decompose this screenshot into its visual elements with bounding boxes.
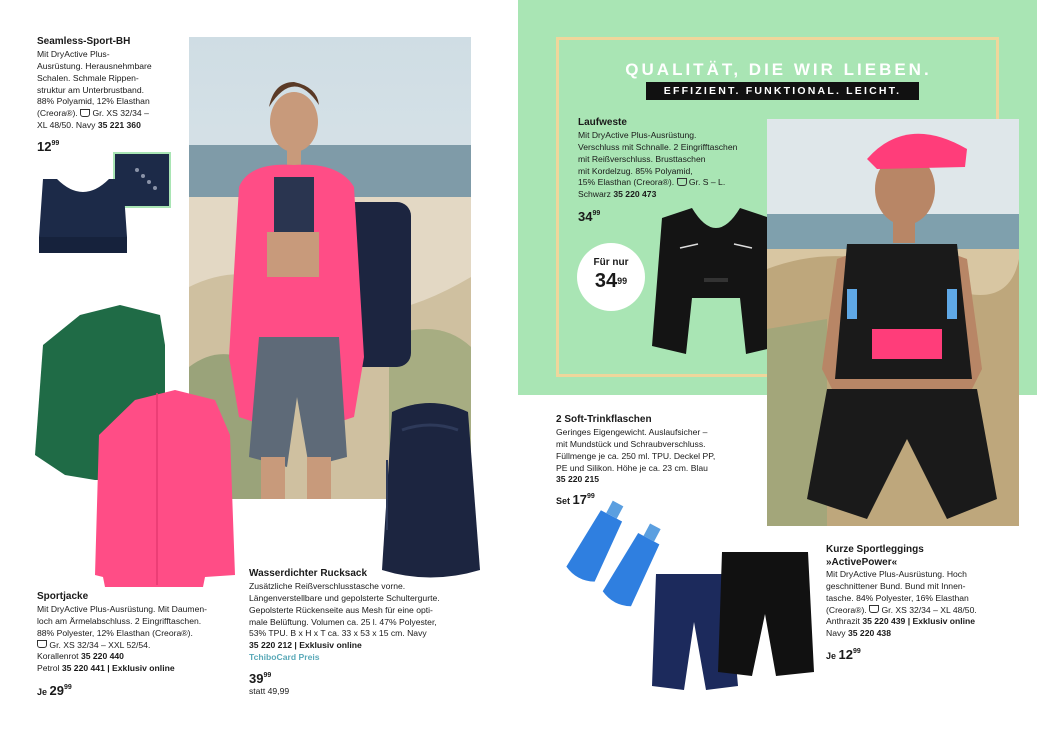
washing-icon bbox=[80, 109, 90, 117]
flaschen-description: Geringes Eigengewicht. Auslaufsicher – mit Mundstück und Schraubverschluss. Füllmenge je ca. 250 ml. TPU. Deckel PP, PE und Silikon. Höhe je ca. 23 cm. Blau 35 220 215 bbox=[556, 427, 716, 485]
bh-description: Mit DryActive Plus- Ausrüstung. Herausnehmbare Schalen. Schmale Rippen- struktur am Unterbrustband. 88% Polyamid, 12% Elasthan (Creora®). Gr. XS 32/34 – XL 48/50. Navy 35 221 360 bbox=[37, 49, 152, 131]
washing-icon bbox=[869, 605, 879, 613]
jacke-price: Je $29^{99}$ bbox=[37, 683, 72, 698]
weste-product-image bbox=[650, 208, 782, 356]
bh-price: $12^{99}$ bbox=[37, 139, 60, 154]
rucksack-title: Wasserdichter Rucksack bbox=[249, 568, 368, 579]
leggings-product-image bbox=[652, 548, 814, 694]
flaschen-title: 2 Soft-Trinkflaschen bbox=[556, 414, 652, 425]
rucksack-price: $39^{99}$ bbox=[249, 671, 272, 686]
banner-headline: QUALITÄT, DIE WIR LIEBEN. bbox=[625, 60, 932, 79]
bh-art-number: 35 221 360 bbox=[97, 120, 141, 131]
leggings-description: Mit DryActive Plus-Ausrüstung. Hoch geschnittener Bund. Bund mit Innen- tasche. 84% Polyester, 16% Elasthan (Creora®). Gr. XS 32/34 – XL 48/50. Anthrazit 35 220 439 | Exklusiv online Navy 35 220 438 bbox=[826, 569, 977, 639]
jacke-title: Sportjacke bbox=[37, 591, 89, 602]
weste-price: $34^{99}$ bbox=[578, 209, 601, 224]
weste-title: Laufweste bbox=[578, 117, 627, 128]
jacke-exklusiv-online: Exklusiv online bbox=[112, 663, 175, 674]
runner-photo bbox=[767, 119, 1019, 526]
washing-icon bbox=[37, 640, 47, 648]
jacke-description: Mit DryActive Plus-Ausrüstung. Mit Daumen- loch am Ärmelabschluss. 2 Eingrifftaschen. 88% Polyester, 12% Elasthan (Creora®). Gr. XS 32/34 – XXL 52/54. Korallenrot 35 220 440 Petrol 35 220 441 | Exklusiv online bbox=[37, 604, 208, 674]
rucksack-exklusiv-online: Exklusiv online bbox=[299, 640, 362, 651]
flaschen-product-image bbox=[556, 490, 666, 620]
weste-description: Mit DryActive Plus-Ausrüstung. Verschluss mit Schnalle. 2 Eingrifftaschen mit Reißverschluss. Brusttaschen mit Kordelzug. 85% Polyamid, 15% Elasthan (Creora®). Gr. S – L. Schwarz 35 220 473 bbox=[578, 130, 738, 200]
jacke-product-image bbox=[35, 305, 235, 587]
tchibocard-link[interactable]: TchiboCard Preis bbox=[249, 652, 320, 663]
banner-subline: EFFIZIENT. FUNKTIONAL. LEICHT. bbox=[646, 82, 919, 100]
leggings-price: Je $12^{99}$ bbox=[826, 647, 861, 662]
rucksack-description: Zusätzliche Reißverschlusstasche vorne. Längenverstellbare und gepolsterte Schultergurte. Gepolsterte Rückenseite aus Mesh für eine opti- male Belüftung. Volumen ca. 25 l. 47% Polyester, 53% TPU. B x H x T ca. 33 x 53 x 15 cm. Navy 35 220 212 | Exklusiv online TchiboCard Preis bbox=[249, 581, 489, 664]
bh-title: Seamless-Sport-BH bbox=[37, 36, 131, 47]
washing-icon bbox=[677, 178, 687, 186]
bh-product-image bbox=[35, 175, 131, 257]
price-badge: Für nur $34^{99}$ bbox=[577, 243, 645, 311]
leggings-exklusiv-online: Exklusiv online bbox=[912, 616, 976, 627]
rucksack-statt-price: statt 49,99 bbox=[249, 686, 290, 696]
flaschen-price: Set $17^{99}$ bbox=[556, 492, 595, 507]
rucksack-product-image bbox=[372, 400, 490, 585]
leggings-title: Kurze Sportleggings »ActivePower« bbox=[826, 544, 924, 568]
